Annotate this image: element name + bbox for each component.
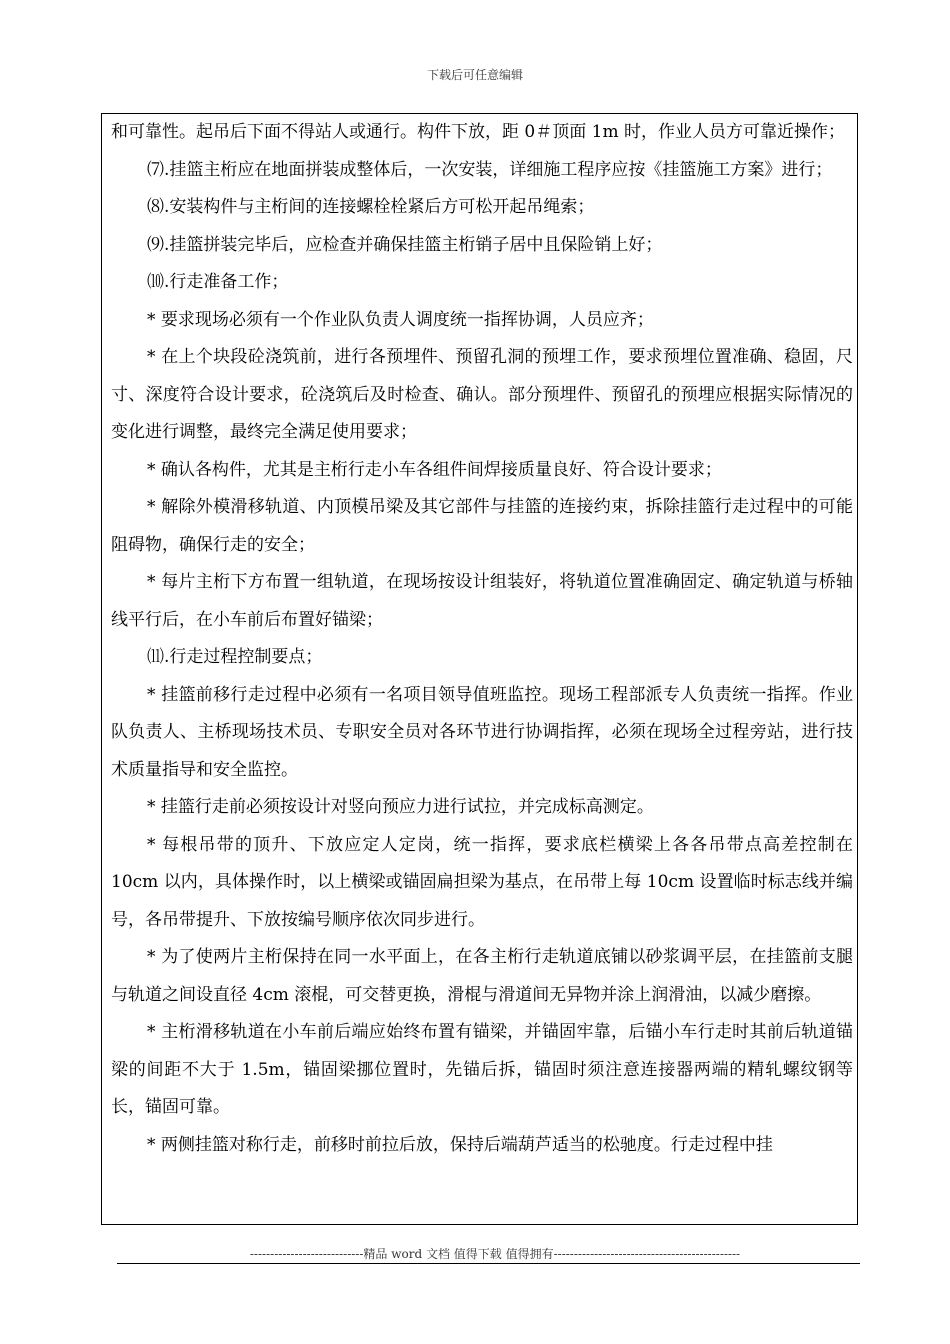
paragraph: ⑺.挂篮主桁应在地面拼装成整体后，一次安装，详细施工程序应按《挂篮施工方案》进行； xyxy=(147,159,833,180)
paragraph: * 在上个块段砼浇筑前，进行各预埋件、预留孔洞的预埋工作，要求预埋位置准确、稳固，尺寸、深度符合设计要求，砼浇筑后及时检查、确认。部分预埋件、预留孔的预埋应根据实际情况的变化进行调整，最终完全满足使用要求； xyxy=(111,347,853,442)
paragraph: * 挂篮行走前必须按设计对竖向预应力进行试拉，并完成标高测定。 xyxy=(147,797,654,817)
paragraph: * 为了使两片主桁保持在同一水平面上，在各主桁行走轨道底铺以砂浆调平层，在挂篮前支腿与轨道之间设直径 4cm 滚棍，可交替更换，滑棍与滑道间无异物并涂上润滑油，以减少磨擦。 xyxy=(111,947,853,1005)
page-footer: ----------------------------精品 word 文档 值得下载 值得拥有---------------------------------------------- xyxy=(249,1247,741,1261)
paragraph: ⑼.挂篮拼装完毕后，应检查并确保挂篮主桁销子居中且保险销上好； xyxy=(147,234,663,255)
paragraph: * 每片主桁下方布置一组轨道，在现场按设计组装好，将轨道位置准确固定、确定轨道与桥轴线平行后，在小车前后布置好锚梁； xyxy=(111,572,853,630)
paragraph: ⑻.安装构件与主桁间的连接螺栓栓紧后方可松开起吊绳索； xyxy=(147,197,595,217)
content-box xyxy=(101,113,858,1225)
paragraph: * 确认各构件，尤其是主桁行走小车各组件间焊接质量良好、符合设计要求； xyxy=(147,459,722,480)
paragraph: * 解除外模滑移轨道、内顶模吊梁及其它部件与挂篮的连接约束，拆除挂篮行走过程中的可能阻碍物，确保行走的安全； xyxy=(111,497,853,555)
paragraph: * 每根吊带的顶升、下放应定人定岗，统一指挥，要求底栏横梁上各各吊带点高差控制在 10cm 以内，具体操作时，以上横梁或锚固扁担梁为基点，在吊带上每 10cm 设置临时标志线并编号，各吊带提升、下放按编号顺序依次同步进行。 xyxy=(111,834,853,930)
paragraph: * 主桁滑移轨道在小车前后端应始终布置有锚梁，并锚固牢靠，后锚小车行走时其前后轨道锚梁的间距不大于 1.5m，锚固梁挪位置时，先锚后拆，锚固时须注意连接器两端的精轧螺纹钢等长，锚固可靠。 xyxy=(111,1022,853,1117)
body-text xyxy=(111,114,853,1164)
paragraph: * 两侧挂篮对称行走，前移时前拉后放，保持后端葫芦适当的松驰度。行走过程中挂 xyxy=(147,1134,773,1155)
paragraph: * 挂篮前移行走过程中必须有一名项目领导值班监控。现场工程部派专人负责统一指挥。作业队负责人、主桥现场技术员、专职安全员对各环节进行协调指挥，必须在现场全过程旁站，进行技术质量指导和安全监控。 xyxy=(111,684,853,780)
page-header: 下载后可任意编辑 xyxy=(426,68,523,82)
paragraph: ⑽.行走准备工作； xyxy=(147,272,289,292)
paragraph: * 要求现场必须有一个作业队负责人调度统一指挥协调，人员应齐； xyxy=(147,309,654,330)
paragraph: 和可靠性。起吊后下面不得站人或通行。构件下放，距 0＃顶面 1m 时，作业人员方可靠近操作； xyxy=(111,122,845,142)
footer-divider xyxy=(117,1263,860,1264)
paragraph: ⑾.行走过程控制要点； xyxy=(147,647,323,667)
